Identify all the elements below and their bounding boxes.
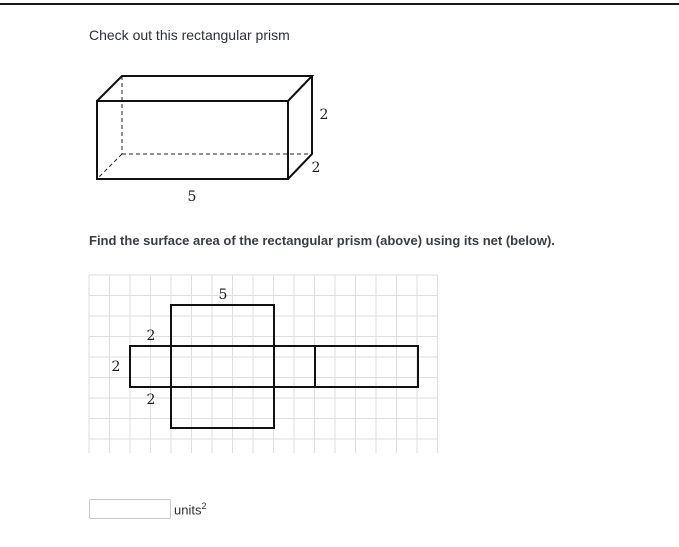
prism-visible-edges [97, 76, 312, 179]
net-faces [130, 305, 418, 428]
prism-height-label: 2 [319, 107, 329, 123]
units-text: units [174, 502, 202, 518]
units-label [174, 501, 206, 517]
prism-depth-label: 2 [311, 160, 321, 176]
prism-front-face [97, 101, 288, 179]
units-exponent: 2 [201, 500, 207, 511]
prism-net-diagram [80, 268, 450, 453]
net-left-side-label: 2 [111, 359, 121, 375]
question-text: Find the surface area of the rectangular prism (above) using its net (below). [89, 233, 555, 248]
net-face-back [315, 346, 418, 387]
net-left-bottom-label: 2 [146, 392, 156, 408]
surface-area-answer-input[interactable] [89, 499, 171, 519]
net-top-label: 5 [218, 287, 228, 303]
prism-hidden-edges [97, 76, 312, 179]
intro-text: Check out this rectangular prism [89, 27, 290, 43]
top-divider [0, 3, 679, 5]
rectangular-prism-diagram [80, 68, 340, 218]
prism-top-face [97, 76, 312, 101]
answer-row [89, 498, 206, 520]
prism-right-face [288, 76, 312, 179]
net-face-front [171, 346, 274, 387]
net-face-top [171, 305, 274, 346]
net-left-top-label: 2 [146, 328, 156, 344]
prism-length-label: 5 [187, 189, 197, 205]
net-grid [89, 275, 438, 453]
net-face-bottom [171, 387, 274, 428]
